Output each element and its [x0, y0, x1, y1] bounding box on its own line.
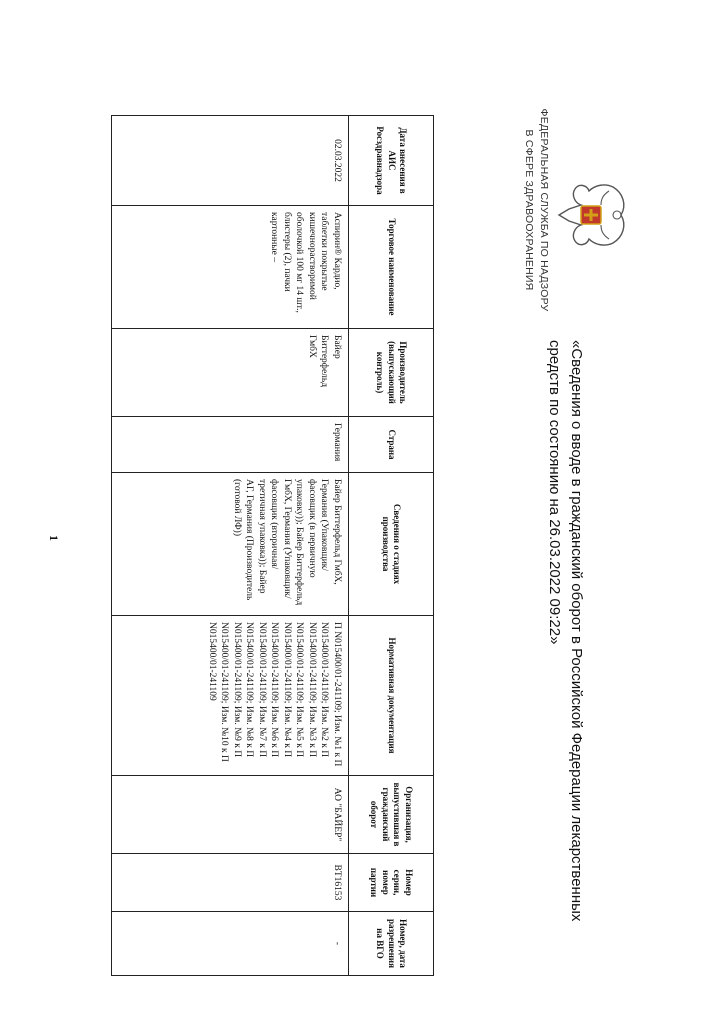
cell-manufacturer: Байер Биттерфельд ГмбХ — [112, 329, 349, 417]
header-stages: Сведения о стадиях производства — [349, 473, 434, 616]
header-batch: Номер серии, номер партии — [349, 854, 434, 912]
cell-trade-name: Аспирин® Кардио, таблетки покрытые кишечнорастворимой оболочкой 100 мг 14 шт., блистеры (2), пачки картонные – — [112, 206, 349, 329]
medicines-table — [111, 115, 434, 976]
document-title: «Сведения о вводе в гражданский оборот в Российской Федерации лекарственных средств по состоянию на 26.03.2022 09:22» — [546, 340, 585, 922]
double-headed-eagle-emblem-icon — [551, 175, 631, 255]
header-normative-docs: Нормативная документация — [349, 616, 434, 776]
cell-batch: BT16153 — [112, 854, 349, 912]
header-country: Страна — [349, 417, 434, 473]
header-organization: Организация, выпустившая в гражданский оборот — [349, 776, 434, 854]
cell-normative-docs: П N015400/01-241109; Изм. №1 к П N015400/01-241109; Изм. №2 к П N015400/01-241109; Изм. №3 к П N015400/01-241109; Изм. №5 к П N015400/01-241109; Изм. №4 к П N015400/01-241109; Изм. №6 к П N015400/01-241109; Изм. №7 к П N015400/01-241109; Изм. №8 к П N015400/01-241109; Изм. №9 к П N015400/01-241109; Изм. №10 к П N015400/01-241109 — [112, 616, 349, 776]
header-manufacturer: Производитель (выпускающий контроль) — [349, 329, 434, 417]
cell-stages: Байер Биттерфельд ГмбХ, Германия (Упаковщик/фасовщик (в первичную упаковку)); Байер Биттерфельд ГмбХ, Германия (Упаковщик/фасовщик (вторичная/третичная упаковка)); Байер АГ, Германия (Производитель (готовой ЛФ)) — [112, 473, 349, 616]
table-row — [112, 116, 349, 976]
agency-name — [521, 105, 551, 315]
agency-name-line2: В СФЕРЕ ЗДРАВООХРАНЕНИЯ — [523, 129, 535, 291]
header-date: Дата внесения в АИС Росздравнадзора — [349, 116, 434, 206]
cell-organization: АО "БАЙЕР" — [112, 776, 349, 854]
page-number: 1 — [47, 535, 61, 541]
agency-name-line1: ФЕДЕРАЛЬНАЯ СЛУЖБА ПО НАДЗОРУ — [538, 108, 550, 312]
cell-country: Германия — [112, 417, 349, 473]
header-permit: Номер, дата разрешения на ВГО — [349, 912, 434, 976]
table-header-row — [349, 116, 434, 976]
cell-date: 02.03.2022 — [112, 116, 349, 206]
header-trade-name: Торговое наименование — [349, 206, 434, 329]
cell-permit: - — [112, 912, 349, 976]
